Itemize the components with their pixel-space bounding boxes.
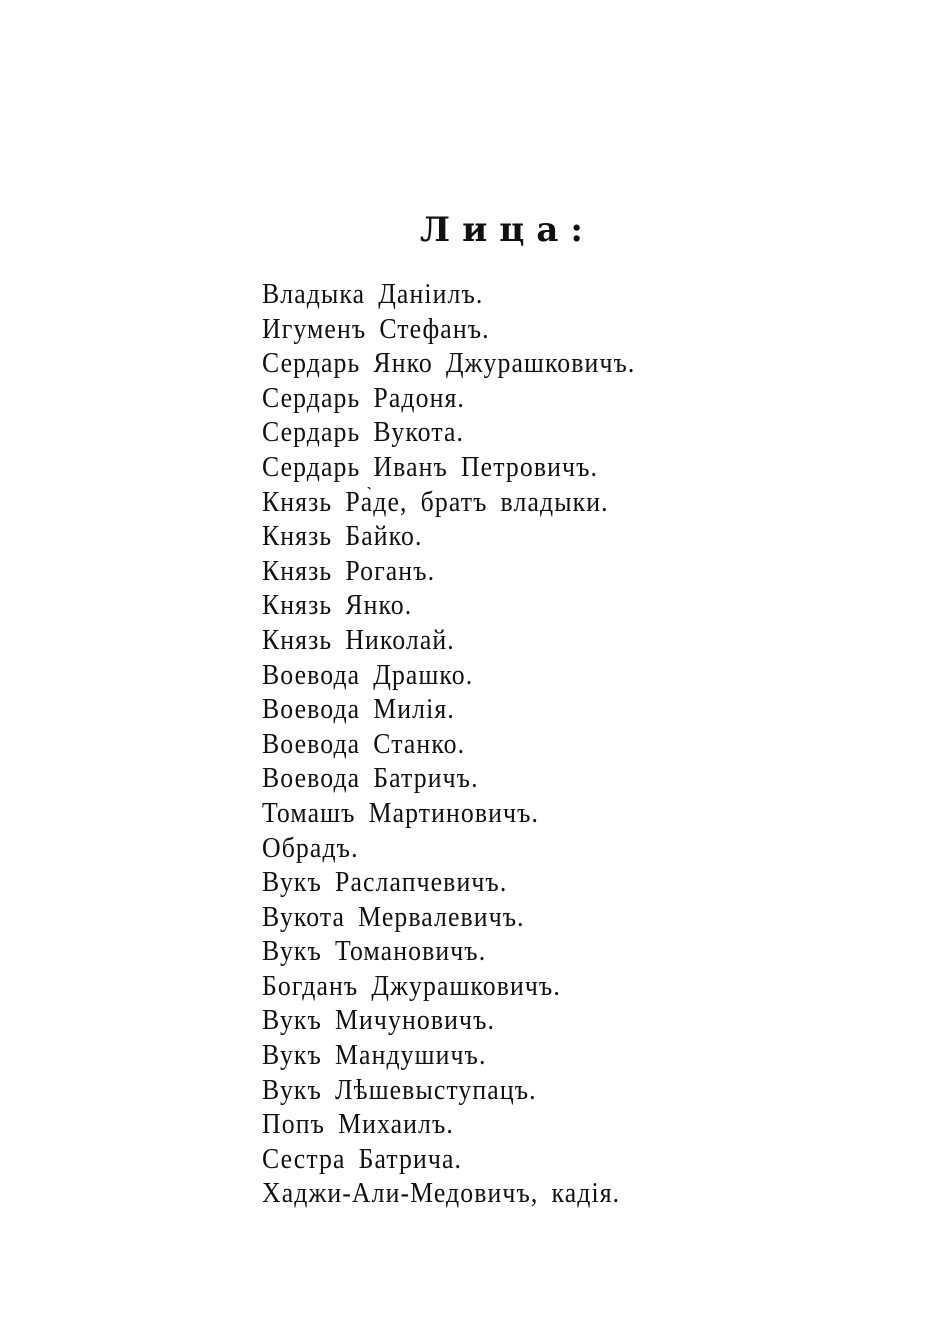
list-item: Вукъ Мичуновичъ. bbox=[262, 1005, 496, 1037]
list-item: Хаджи-Али-Медовичъ, кадія. bbox=[262, 1178, 621, 1210]
list-item: Воевода Драшко. bbox=[262, 659, 474, 691]
list-item: Игуменъ Стефанъ. bbox=[262, 313, 490, 345]
list-item: Томашъ Мартиновичъ. bbox=[262, 797, 540, 829]
list-item: Воевода Батричъ. bbox=[262, 763, 479, 795]
list-item: Князь Николай. bbox=[262, 624, 455, 656]
list-item: Вукъ Мандушичъ. bbox=[262, 1040, 487, 1072]
list-item: Сестра Батрича. bbox=[262, 1143, 463, 1175]
list-item: Князь Ра̀де, братъ владыки. bbox=[262, 486, 609, 518]
list-item: Воевода Станко. bbox=[262, 728, 466, 760]
list-item: Сердарь Радоня. bbox=[262, 382, 465, 414]
list-item: Сердарь Иванъ Петровичъ. bbox=[262, 451, 599, 483]
list-item: Вукъ Лѣшевыступацъ. bbox=[262, 1074, 537, 1106]
list-item: Владыка Даніилъ. bbox=[262, 279, 484, 310]
page-heading: Лица: bbox=[420, 210, 595, 250]
list-item: Богданъ Джурашковичъ. bbox=[262, 970, 561, 1002]
cast-list bbox=[262, 278, 902, 1212]
list-item: Попъ Михаилъ. bbox=[262, 1109, 454, 1141]
list-item: Воевода Милія. bbox=[262, 694, 455, 726]
list-item: Вукота Мервалевичъ. bbox=[262, 901, 525, 933]
list-item: Князь Роганъ. bbox=[262, 555, 436, 587]
list-item: Сердарь Вукота. bbox=[262, 417, 465, 449]
list-item: Вукъ Томановичъ. bbox=[262, 936, 487, 968]
list-item: Князь Янко. bbox=[262, 590, 413, 622]
list-item: Князь Байко. bbox=[262, 521, 423, 553]
list-item: Обрадъ. bbox=[262, 832, 359, 864]
list-item: Вукъ Раслапчевичъ. bbox=[262, 867, 508, 899]
list-item: Сердарь Янко Джурашковичъ. bbox=[262, 348, 636, 380]
